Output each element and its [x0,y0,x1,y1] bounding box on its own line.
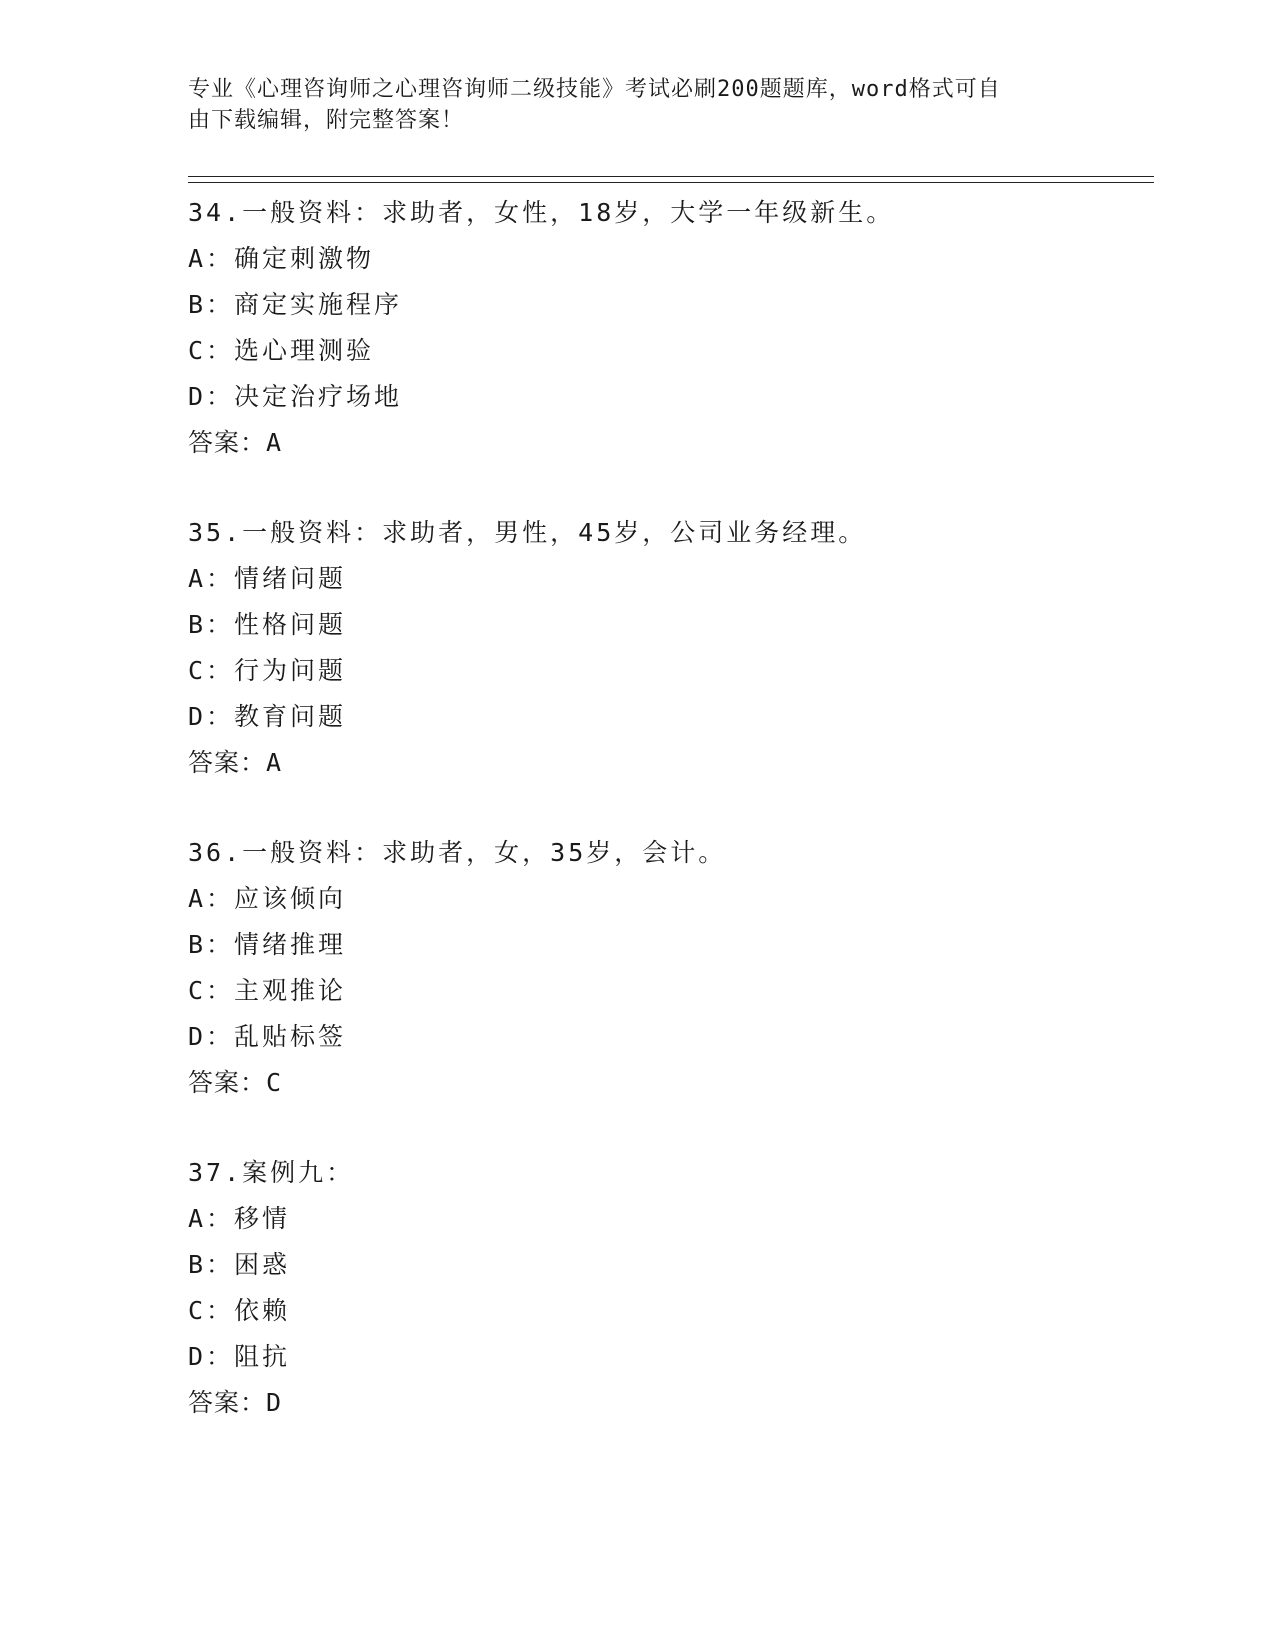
option-b: B：性格问题 [188,610,347,639]
answer-value: A [266,428,283,457]
option-a: A：移情 [188,1204,291,1233]
option-d: D：乱贴标签 [188,1022,347,1051]
answer-line [188,740,1148,786]
answer-value: C [266,1068,283,1097]
option-c: C：行为问题 [188,656,347,685]
option-b: B：商定实施程序 [188,290,403,319]
question-stem: 36.一般资料：求助者，女，35岁，会计。 [188,838,727,867]
option-d: D：教育问题 [188,702,347,731]
option-a: A：应该倾向 [188,884,347,913]
option-d: D：阻抗 [188,1342,291,1371]
answer-line [188,1380,1148,1426]
answer-label: 答案： [188,1388,267,1417]
option-a: A：确定刺激物 [188,244,375,273]
answer-label: 答案： [188,1068,267,1097]
question-stem: 35.一般资料：求助者，男性，45岁，公司业务经理。 [188,518,867,547]
question-34 [188,190,1148,510]
answer-line [188,420,1148,466]
question-36 [188,830,1148,1150]
answer-value: D [266,1388,283,1417]
question-stem: 37.案例九： [188,1158,355,1187]
header-divider-bottom [188,182,1154,183]
option-b: B：情绪推理 [188,930,347,959]
option-c: C：选心理测验 [188,336,375,365]
answer-value: A [266,748,283,777]
answer-label: 答案： [188,428,267,457]
answer-label: 答案： [188,748,267,777]
header-divider-top [188,176,1154,177]
header-line-2: 由下载编辑，附完整答案！ [188,108,465,133]
option-c: C：依赖 [188,1296,291,1325]
question-37 [188,1150,1148,1470]
option-b: B：困惑 [188,1250,291,1279]
question-list [188,190,1148,1470]
option-a: A：情绪问题 [188,564,347,593]
document-header [188,74,1068,136]
option-c: C：主观推论 [188,976,347,1005]
option-d: D：决定治疗场地 [188,382,403,411]
answer-line [188,1060,1148,1106]
header-line-1: 专业《心理咨询师之心理咨询师二级技能》考试必刷200题题库，word格式可自 [188,77,1001,102]
question-stem: 34.一般资料：求助者，女性，18岁，大学一年级新生。 [188,198,895,227]
question-35 [188,510,1148,830]
